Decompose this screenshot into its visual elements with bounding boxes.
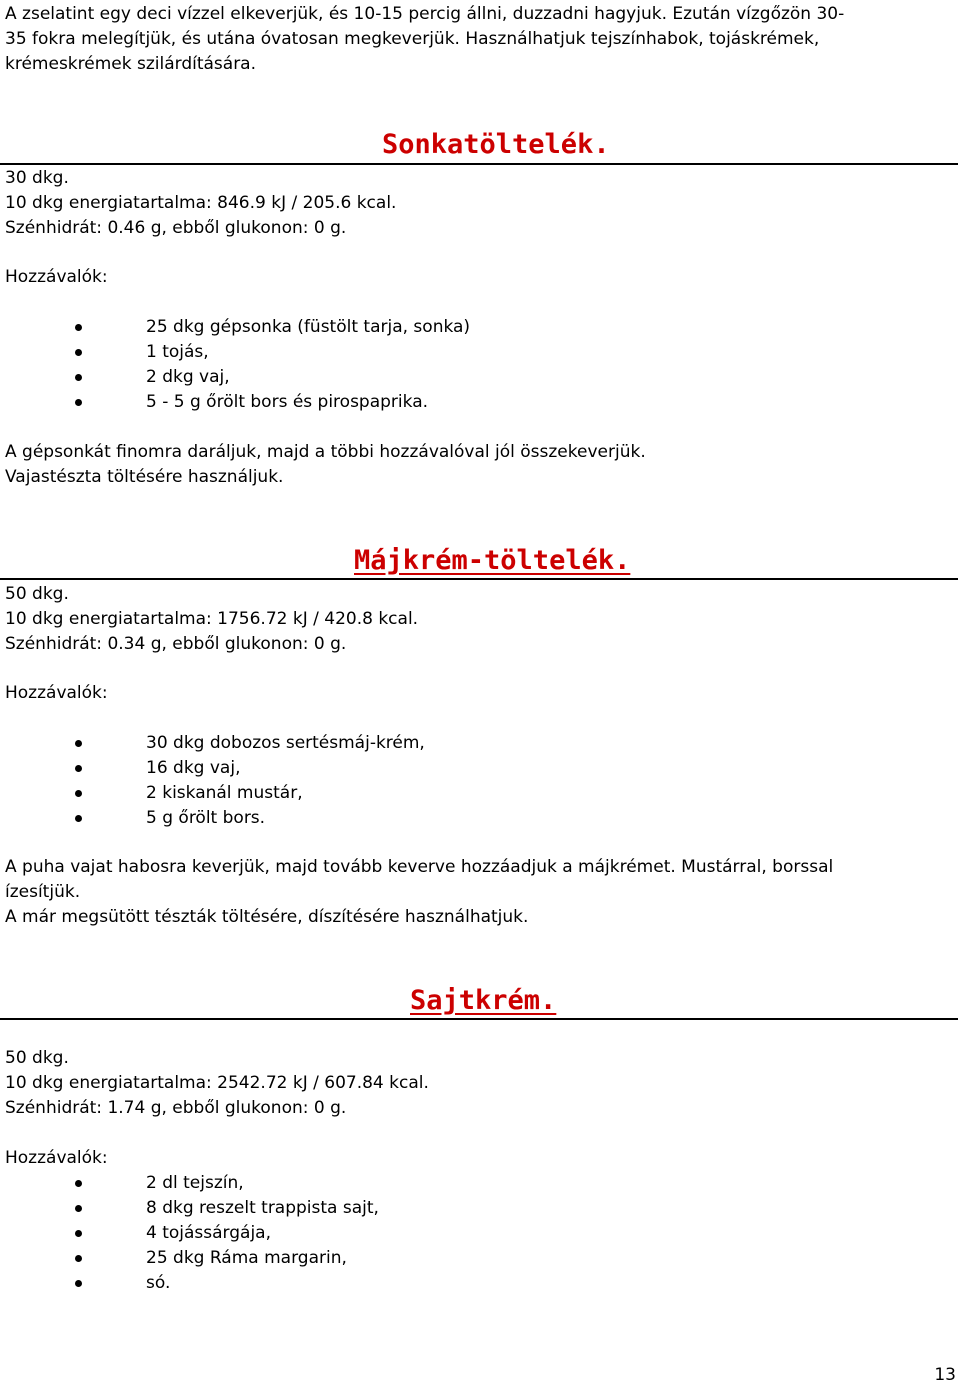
ingredients-label: Hozzávalók: [5,1148,108,1168]
section-divider [0,1018,958,1020]
ingredients-label: Hozzávalók: [5,683,108,703]
ingredient-list [0,731,425,831]
list-item: 8 dkg reszelt trappista sajt, [0,1196,379,1221]
recipe-title-sajtkrem: Sajtkrém. [410,985,557,1016]
bullet-icon [75,740,82,747]
list-item: 5 g őrölt bors. [0,806,425,831]
ingredient-list [0,1171,379,1296]
intro-line-2: 35 fokra melegítjük, és utána óvatosan megkeverjük. Használhatjuk tejszínhabok, tojáskrémek, [5,29,820,49]
section-divider [0,578,958,580]
recipe-carbs: Szénhidrát: 0.46 g, ebből glukonon: 0 g. [5,218,347,238]
bullet-icon [75,324,82,331]
list-item: 5 - 5 g őrölt bors és pirospaprika. [0,390,470,415]
method-line: A már megsütött tészták töltésére, díszítésére használhatjuk. [5,907,529,927]
ingredient-list [0,315,470,415]
recipe-title-sonka: Sonkatöltelék. [382,129,610,160]
bullet-icon [75,399,82,406]
recipe-weight: 50 dkg. [5,1048,69,1068]
bullet-icon [75,349,82,356]
page-number: 13 [934,1365,956,1385]
method-line: Vajastészta töltésére használjuk. [5,467,284,487]
recipe-weight: 50 dkg. [5,584,69,604]
bullet-icon [75,1180,82,1187]
recipe-weight: 30 dkg. [5,168,69,188]
list-item: só. [0,1271,379,1296]
recipe-carbs: Szénhidrát: 0.34 g, ebből glukonon: 0 g. [5,634,347,654]
list-item: 2 dkg vaj, [0,365,470,390]
method-line: ízesítjük. [5,882,81,902]
recipe-energy: 10 dkg energiatartalma: 2542.72 kJ / 607.84 kcal. [5,1073,429,1093]
recipe-title-majkrem: Májkrém-töltelék. [354,545,631,576]
list-item: 30 dkg dobozos sertésmáj-krém, [0,731,425,756]
list-item: 25 dkg Ráma margarin, [0,1246,379,1271]
list-item: 25 dkg gépsonka (füstölt tarja, sonka) [0,315,470,340]
ingredients-label: Hozzávalók: [5,267,108,287]
list-item: 16 dkg vaj, [0,756,425,781]
method-line: A puha vajat habosra keverjük, majd tovább keverve hozzáadjuk a májkrémet. Mustárral, borssal [5,857,834,877]
bullet-icon [75,1280,82,1287]
bullet-icon [75,765,82,772]
bullet-icon [75,1230,82,1237]
bullet-icon [75,790,82,797]
list-item: 4 tojássárgája, [0,1221,379,1246]
list-item: 1 tojás, [0,340,470,365]
recipe-carbs: Szénhidrát: 1.74 g, ebből glukonon: 0 g. [5,1098,347,1118]
method-line: A gépsonkát finomra daráljuk, majd a többi hozzávalóval jól összekeverjük. [5,442,646,462]
bullet-icon [75,374,82,381]
list-item: 2 kiskanál mustár, [0,781,425,806]
bullet-icon [75,1255,82,1262]
intro-line-3: krémeskrémek szilárdítására. [5,54,256,74]
list-item: 2 dl tejszín, [0,1171,379,1196]
intro-line-1: A zselatint egy deci vízzel elkeverjük, és 10-15 percig állni, duzzadni hagyjuk. Ezután vízgőzön 30- [5,4,845,24]
bullet-icon [75,1205,82,1212]
recipe-energy: 10 dkg energiatartalma: 1756.72 kJ / 420.8 kcal. [5,609,419,629]
recipe-energy: 10 dkg energiatartalma: 846.9 kJ / 205.6 kcal. [5,193,397,213]
bullet-icon [75,815,82,822]
section-divider [0,163,958,165]
